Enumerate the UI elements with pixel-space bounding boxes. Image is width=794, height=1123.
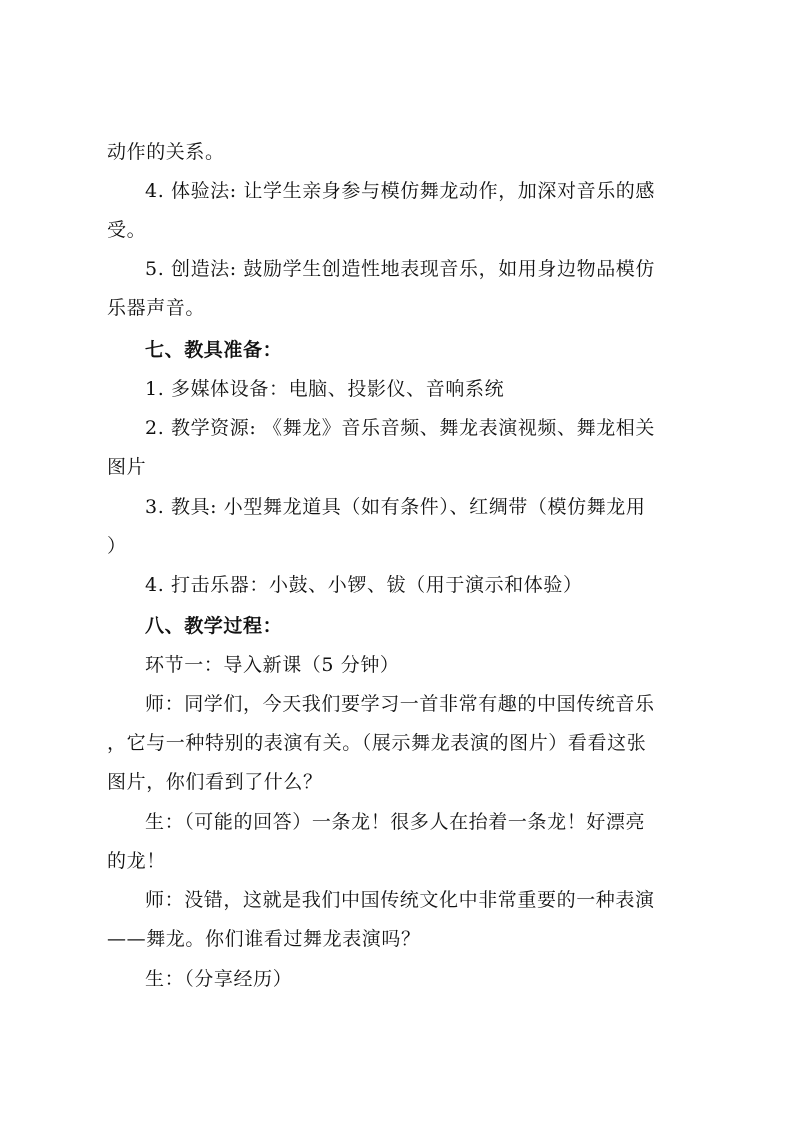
text-line: 受。	[107, 219, 147, 241]
text-line: 师：同学们，今天我们要学习一首非常有趣的中国传统音乐	[145, 693, 655, 715]
text-line: 1. 多媒体设备：电脑、投影仪、音响系统	[145, 378, 505, 400]
text-line: 5. 创造法: 鼓励学生创造性地表现音乐，如用身边物品模仿	[145, 258, 656, 280]
text-line: 4. 体验法: 让学生亲身参与模仿舞龙动作，加深对音乐的感	[145, 180, 656, 202]
text-line: 生：（可能的回答）一条龙！很多人在抬着一条龙！好漂亮	[145, 811, 646, 833]
text-line: 生：（分享经历）	[145, 968, 293, 990]
section-heading: 八、教学过程：	[145, 615, 283, 637]
text-line: 4. 打击乐器：小鼓、小锣、钹（用于演示和体验）	[145, 574, 583, 596]
text-line: ）	[107, 535, 127, 557]
text-line: 环节一：导入新课（5 分钟）	[145, 654, 400, 676]
text-line: 乐器声音。	[107, 297, 206, 319]
text-line: ——舞龙。你们谁看过舞龙表演吗？	[107, 928, 421, 950]
text-line: ，它与一种特别的表演有关。（展示舞龙表演的图片）看看这张	[107, 732, 647, 754]
text-line: 动作的关系。	[107, 141, 225, 163]
text-line: 图片	[107, 456, 147, 478]
section-heading: 七、教具准备：	[145, 339, 283, 361]
text-line: 师：没错，这就是我们中国传统文化中非常重要的一种表演	[145, 889, 655, 911]
text-line: 3. 教具: 小型舞龙道具（如有条件）、红绸带（模仿舞龙用	[145, 496, 646, 518]
text-line: 图片，你们看到了什么？	[107, 771, 323, 793]
text-line: 2. 教学资源: 《舞龙》音乐音频、舞龙表演视频、舞龙相关	[145, 417, 656, 439]
text-line: 的龙！	[107, 850, 166, 872]
